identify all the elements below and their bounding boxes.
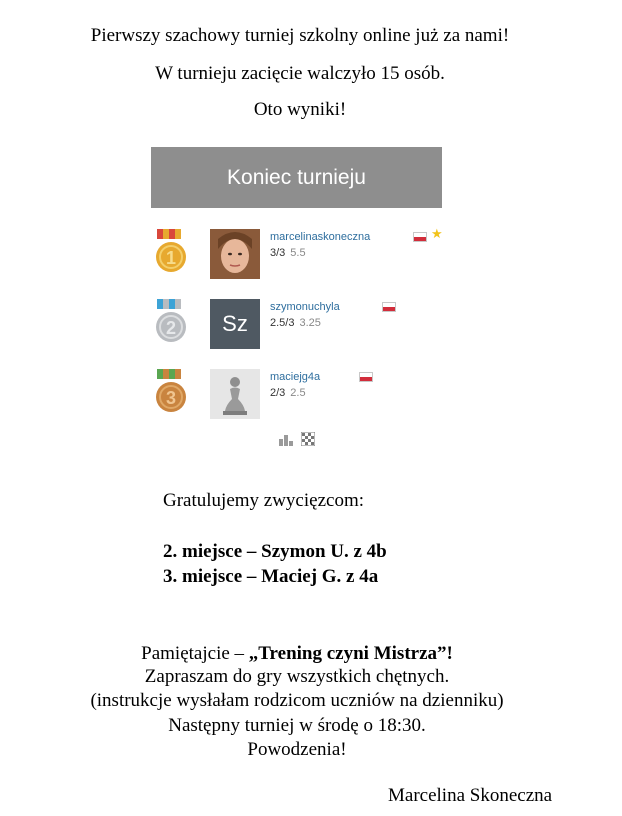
silver-medal-icon — [151, 299, 191, 351]
slogan-text: „Trening czyni Mistrza”! — [248, 643, 453, 664]
tournament-banner: Koniec turnieju — [151, 147, 442, 208]
signature: Marcelina Skoneczna — [388, 785, 553, 806]
avatar-photo[interactable] — [210, 229, 260, 279]
svg-text:3: 3 — [165, 388, 177, 408]
score-value: 2/3 — [270, 387, 286, 399]
gold-medal-icon — [151, 229, 191, 281]
checkered-board-icon[interactable] — [301, 432, 315, 446]
closing-line-4: Następny turniej w środę o 18:30. — [168, 715, 426, 736]
avatar-initials[interactable] — [210, 299, 260, 349]
closing-line-5: Powodzenia! — [247, 739, 347, 760]
closing-line-3: (instrukcje wysłałam rodzicom uczniów na dzienniku) — [90, 690, 504, 711]
closing-line-2: Zapraszam do gry wszystkich chętnych. — [144, 666, 450, 687]
player-name[interactable]: szymonuchyla — [270, 301, 340, 313]
player-score — [270, 387, 306, 399]
third-place-text: 3. miejsce – Maciej G. z 4a — [163, 566, 379, 587]
poland-flag-icon — [382, 302, 396, 312]
poland-flag-icon — [359, 372, 373, 382]
avatar-default-pawn[interactable] — [210, 369, 260, 419]
poland-flag-icon — [413, 232, 427, 242]
podium-row-second — [151, 299, 442, 349]
svg-text:1: 1 — [165, 248, 177, 268]
player-name[interactable]: marcelinaskoneczna — [270, 231, 371, 243]
score-value: 3/3 — [270, 247, 286, 259]
svg-text:2: 2 — [165, 318, 177, 338]
initials-text: Sz — [210, 299, 260, 349]
performance-value: 5.5 — [290, 247, 306, 259]
podium-icon[interactable] — [279, 432, 293, 446]
tournament-results-widget — [151, 147, 442, 452]
performance-value: 3.25 — [299, 317, 321, 329]
congrats-heading: Gratulujemy zwycięzcom: — [163, 490, 365, 511]
score-value: 2.5/3 — [270, 317, 295, 329]
closing-prefix: Pamiętajcie – — [141, 643, 249, 664]
second-place-text: 2. miejsce – Szymon U. z 4b — [163, 541, 387, 562]
intro-line-1: Pierwszy szachowy turniej szkolny online już za nami! — [90, 25, 510, 46]
intro-line-2: W turnieju zacięcie walczyło 15 osób. — [155, 63, 445, 84]
podium-row-first — [151, 226, 443, 279]
closing-line-1 — [0, 643, 594, 665]
star-icon: ★ — [431, 226, 443, 241]
podium-row-third — [151, 369, 442, 419]
player-name[interactable]: maciejg4a — [270, 371, 321, 383]
intro-line-3: Oto wyniki! — [253, 99, 347, 120]
player-score — [270, 247, 306, 259]
player-score — [270, 317, 321, 329]
performance-value: 2.5 — [290, 387, 306, 399]
bronze-medal-icon — [151, 369, 191, 421]
widget-footer-icons — [279, 432, 319, 446]
